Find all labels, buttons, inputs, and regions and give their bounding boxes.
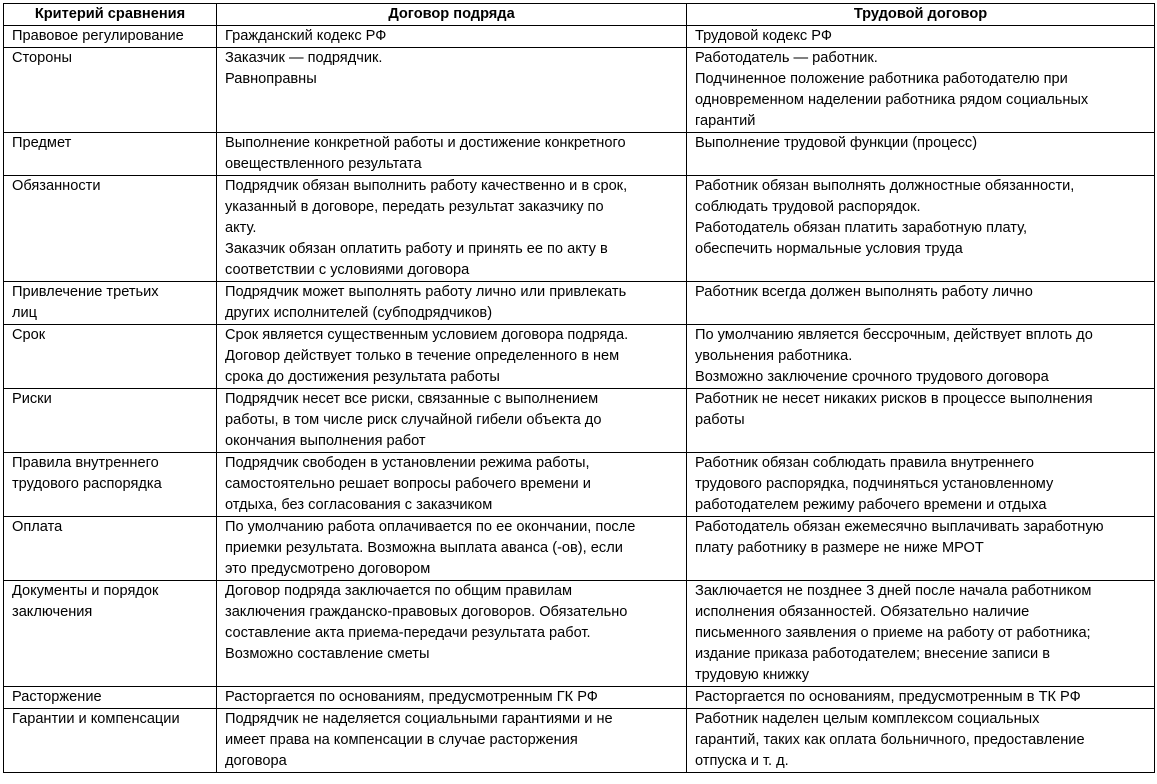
- cell-text-line: Работник обязан соблюдать правила внутреннего: [695, 455, 1035, 471]
- cell-text-line: акту.: [225, 220, 257, 236]
- row-contract-work-cell: [217, 282, 687, 325]
- row-labor-contract-cell: [687, 517, 1155, 581]
- header-criterion: Критерий сравнения: [4, 4, 217, 26]
- row-labor-contract-cell: [687, 176, 1155, 282]
- cell-text-line: Гарантии и компенсации: [12, 711, 180, 727]
- cell-text-line: Работник обязан выполнять должностные обязанности,: [695, 178, 1075, 194]
- row-labor-contract-cell: [687, 282, 1155, 325]
- cell-text-line: обеспечить нормальные условия труда: [695, 241, 963, 257]
- cell-text-line: работодателем режиму рабочего времени и отдыха: [695, 497, 1047, 513]
- cell-text-line: Расторгается по основаниям, предусмотренным в ТК РФ: [695, 689, 1081, 705]
- table-row: [4, 176, 1155, 282]
- cell-text-line: договора: [225, 753, 287, 769]
- cell-text-line: издание приказа работодателем; внесение записи в: [695, 646, 1051, 662]
- cell-text-line: Предмет: [12, 135, 72, 151]
- cell-text-line: заключения гражданско-правовых договоров. Обязательно: [225, 604, 628, 620]
- row-labor-contract-cell: [687, 453, 1155, 517]
- cell-text-line: одновременном наделении работника рядом социальных: [695, 92, 1089, 108]
- cell-text-line: Договор подряда заключается по общим правилам: [225, 583, 573, 599]
- row-contract-work-cell: [217, 517, 687, 581]
- row-contract-work-cell: [217, 581, 687, 687]
- cell-text-line: Обязанности: [12, 178, 101, 194]
- cell-text-line: Правовое регулирование: [12, 28, 184, 44]
- cell-text-line: трудового распорядка: [12, 476, 162, 492]
- cell-text-line: Срок является существенным условием договора подряда.: [225, 327, 629, 343]
- cell-text-line: Привлечение третьих: [12, 284, 159, 300]
- table-row: [4, 687, 1155, 709]
- cell-text-line: Договор действует только в течение определенного в нем: [225, 348, 620, 364]
- cell-text-line: Возможно составление сметы: [225, 646, 430, 662]
- cell-text-line: других исполнителей (субподрядчиков): [225, 305, 493, 321]
- cell-text-line: Стороны: [12, 50, 72, 66]
- cell-text-line: соответствии с условиями договора: [225, 262, 470, 278]
- cell-text-line: Работник всегда должен выполнять работу лично: [695, 284, 1033, 300]
- row-criterion-cell: [4, 325, 217, 389]
- row-criterion-cell: [4, 581, 217, 687]
- cell-text-line: работы, в том числе риск случайной гибели объекта до: [225, 412, 602, 428]
- table-row: [4, 26, 1155, 48]
- cell-text-line: По умолчанию является бессрочным, действует вплоть до: [695, 327, 1093, 343]
- cell-text-line: приемки результата. Возможна выплата аванса (-ов), если: [225, 540, 623, 556]
- cell-text-line: Риски: [12, 391, 52, 407]
- row-contract-work-cell: [217, 453, 687, 517]
- cell-text-line: Возможно заключение срочного трудового договора: [695, 369, 1049, 385]
- cell-text-line: Подрядчик свободен в установлении режима работы,: [225, 455, 590, 471]
- row-criterion-cell: [4, 282, 217, 325]
- cell-text-line: работы: [695, 412, 745, 428]
- cell-text-line: гарантий: [695, 113, 756, 129]
- row-labor-contract-cell: [687, 133, 1155, 176]
- cell-text-line: Трудовой кодекс РФ: [695, 28, 832, 44]
- row-contract-work-cell: [217, 48, 687, 133]
- row-labor-contract-cell: [687, 581, 1155, 687]
- table-row: [4, 133, 1155, 176]
- cell-text-line: Документы и порядок: [12, 583, 159, 599]
- cell-text-line: указанный в договоре, передать результат заказчику по: [225, 199, 604, 215]
- row-labor-contract-cell: [687, 48, 1155, 133]
- header-row: [4, 4, 1155, 26]
- cell-text-line: составление акта приема-передачи результата работ.: [225, 625, 591, 641]
- row-criterion-cell: [4, 26, 217, 48]
- cell-text-line: трудового распорядка, подчиняться установленному: [695, 476, 1054, 492]
- table-row: [4, 282, 1155, 325]
- cell-text-line: окончания выполнения работ: [225, 433, 426, 449]
- comparison-table: [3, 3, 1155, 773]
- header-contract-work: Договор подряда: [217, 4, 687, 26]
- table-row: [4, 453, 1155, 517]
- row-labor-contract-cell: [687, 325, 1155, 389]
- cell-text-line: Расторгается по основаниям, предусмотренным ГК РФ: [225, 689, 598, 705]
- cell-text-line: Оплата: [12, 519, 63, 535]
- table-row: [4, 325, 1155, 389]
- table-row: [4, 48, 1155, 133]
- cell-text-line: исполнения обязанностей. Обязательно наличие: [695, 604, 1030, 620]
- row-contract-work-cell: [217, 176, 687, 282]
- cell-text-line: Работник не несет никаких рисков в процессе выполнения: [695, 391, 1093, 407]
- row-contract-work-cell: [217, 389, 687, 453]
- table-row: [4, 709, 1155, 773]
- cell-text-line: Работник наделен целым комплексом социальных: [695, 711, 1040, 727]
- cell-text-line: Работодатель — работник.: [695, 50, 878, 66]
- cell-text-line: По умолчанию работа оплачивается по ее окончании, после: [225, 519, 636, 535]
- row-criterion-cell: [4, 453, 217, 517]
- cell-text-line: Выполнение трудовой функции (процесс): [695, 135, 978, 151]
- cell-text-line: Заказчик — подрядчик.: [225, 50, 383, 66]
- cell-text-line: Подрядчик не наделяется социальными гарантиями и не: [225, 711, 613, 727]
- cell-text-line: отпуска и т. д.: [695, 753, 789, 769]
- table-row: [4, 517, 1155, 581]
- row-contract-work-cell: [217, 709, 687, 773]
- row-criterion-cell: [4, 709, 217, 773]
- row-criterion-cell: [4, 176, 217, 282]
- row-labor-contract-cell: [687, 26, 1155, 48]
- row-criterion-cell: [4, 133, 217, 176]
- row-contract-work-cell: [217, 133, 687, 176]
- cell-text-line: Расторжение: [12, 689, 102, 705]
- cell-text-line: Подрядчик обязан выполнить работу качественно и в срок,: [225, 178, 628, 194]
- cell-text-line: Равноправны: [225, 71, 317, 87]
- cell-text-line: имеет права на компенсации в случае расторжения: [225, 732, 578, 748]
- table-row: [4, 581, 1155, 687]
- cell-text-line: Выполнение конкретной работы и достижение конкретного: [225, 135, 626, 151]
- cell-text-line: Подрядчик несет все риски, связанные с выполнением: [225, 391, 599, 407]
- row-contract-work-cell: [217, 26, 687, 48]
- row-contract-work-cell: [217, 687, 687, 709]
- header-labor-contract: Трудовой договор: [687, 4, 1155, 26]
- cell-text-line: Заключается не позднее 3 дней после начала работником: [695, 583, 1092, 599]
- row-labor-contract-cell: [687, 389, 1155, 453]
- cell-text-line: Заказчик обязан оплатить работу и принять ее по акту в: [225, 241, 608, 257]
- cell-text-line: Подчиненное положение работника работодателю при: [695, 71, 1068, 87]
- row-criterion-cell: [4, 389, 217, 453]
- cell-text-line: это предусмотрено договором: [225, 561, 431, 577]
- row-criterion-cell: [4, 687, 217, 709]
- cell-text-line: Гражданский кодекс РФ: [225, 28, 387, 44]
- cell-text-line: самостоятельно решает вопросы рабочего времени и: [225, 476, 591, 492]
- cell-text-line: письменного заявления о приеме на работу от работника;: [695, 625, 1091, 641]
- cell-text-line: отдыха, без согласования с заказчиком: [225, 497, 493, 513]
- cell-text-line: Работодатель обязан платить заработную плату,: [695, 220, 1028, 236]
- cell-text-line: плату работнику в размере не ниже МРОТ: [695, 540, 984, 556]
- row-criterion-cell: [4, 48, 217, 133]
- row-labor-contract-cell: [687, 687, 1155, 709]
- cell-text-line: увольнения работника.: [695, 348, 853, 364]
- cell-text-line: гарантий, таких как оплата больничного, предоставление: [695, 732, 1085, 748]
- row-criterion-cell: [4, 517, 217, 581]
- cell-text-line: овеществленного результата: [225, 156, 422, 172]
- cell-text-line: Работодатель обязан ежемесячно выплачивать заработную: [695, 519, 1104, 535]
- cell-text-line: Срок: [12, 327, 46, 343]
- row-labor-contract-cell: [687, 709, 1155, 773]
- cell-text-line: соблюдать трудовой распорядок.: [695, 199, 921, 215]
- cell-text-line: Подрядчик может выполнять работу лично или привлекать: [225, 284, 627, 300]
- cell-text-line: срока до достижения результата работы: [225, 369, 500, 385]
- cell-text-line: лиц: [12, 305, 38, 321]
- row-contract-work-cell: [217, 325, 687, 389]
- table-row: [4, 389, 1155, 453]
- table-body: [4, 26, 1155, 773]
- cell-text-line: заключения: [12, 604, 93, 620]
- cell-text-line: Правила внутреннего: [12, 455, 159, 471]
- cell-text-line: трудовую книжку: [695, 667, 810, 683]
